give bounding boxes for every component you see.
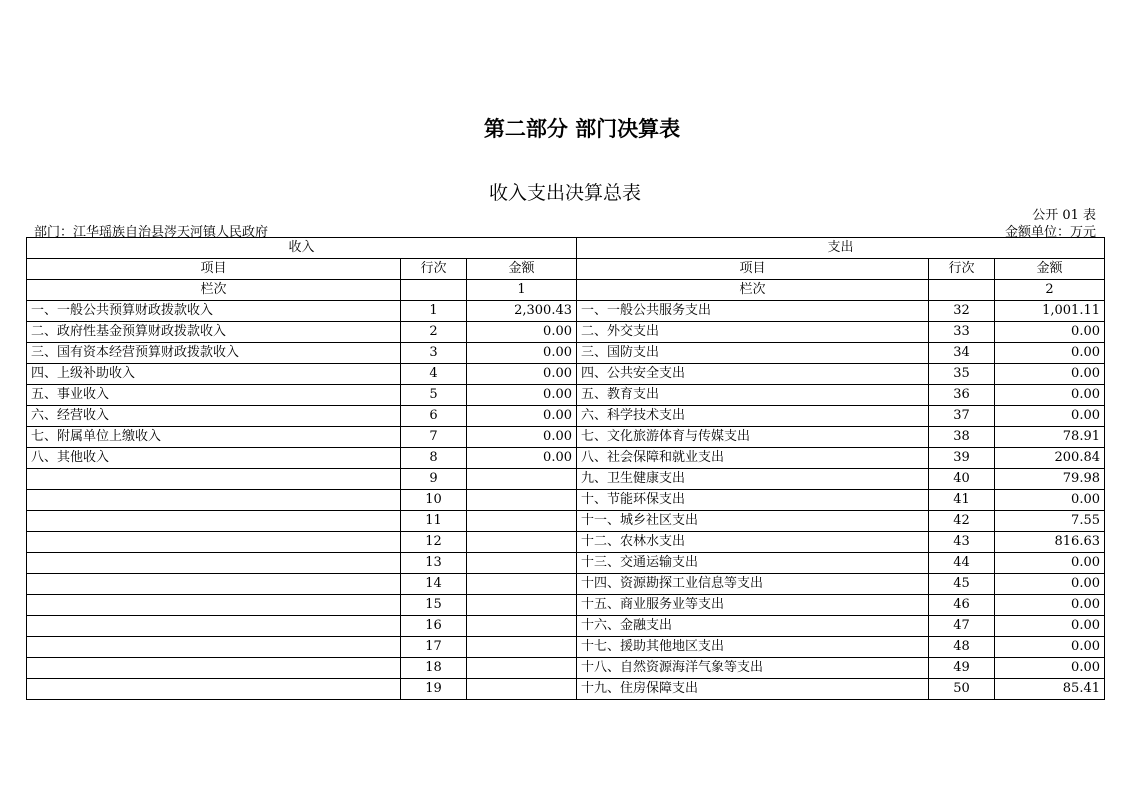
expense-item-cell: 十四、资源勘探工业信息等支出	[577, 574, 929, 595]
income-amount-cell	[467, 574, 577, 595]
expense-amount-cell: 85.41	[995, 679, 1105, 700]
expense-item-cell: 八、社会保障和就业支出	[577, 448, 929, 469]
expense-amount-cell: 79.98	[995, 469, 1105, 490]
income-header: 收入	[27, 238, 577, 259]
expense-amount-cell: 0.00	[995, 322, 1105, 343]
expense-label-cell: 栏次	[577, 280, 929, 301]
expense-item-cell: 十、节能环保支出	[577, 490, 929, 511]
expense-column-number: 2	[995, 280, 1105, 301]
expense-line-cell: 38	[929, 427, 995, 448]
income-item-cell: 四、上级补助收入	[27, 364, 401, 385]
income-line-cell: 19	[401, 679, 467, 700]
income-line-cell: 11	[401, 511, 467, 532]
expense-amount-cell: 816.63	[995, 532, 1105, 553]
amount-unit-label: 金额单位：万元	[1004, 225, 1096, 240]
budget-summary-table	[26, 237, 1105, 700]
income-line-cell: 8	[401, 448, 467, 469]
expense-header: 支出	[577, 238, 1105, 259]
income-item-cell: 八、其他收入	[27, 448, 401, 469]
table-row	[27, 679, 1105, 700]
expense-item-cell: 十七、援助其他地区支出	[577, 637, 929, 658]
table-row	[27, 322, 1105, 343]
expense-item-cell: 九、卫生健康支出	[577, 469, 929, 490]
table-row	[27, 406, 1105, 427]
expense-item-cell: 六、科学技术支出	[577, 406, 929, 427]
table-row	[27, 301, 1105, 322]
expense-line-cell: 34	[929, 343, 995, 364]
income-line-header: 行次	[401, 259, 467, 280]
table-row	[27, 364, 1105, 385]
table-row	[27, 532, 1105, 553]
expense-amount-cell: 0.00	[995, 574, 1105, 595]
expense-item-cell: 十九、住房保障支出	[577, 679, 929, 700]
expense-line-cell: 49	[929, 658, 995, 679]
income-line-cell: 17	[401, 637, 467, 658]
table-row	[27, 511, 1105, 532]
income-item-cell	[27, 532, 401, 553]
expense-amount-cell: 0.00	[995, 553, 1105, 574]
table-row	[27, 343, 1105, 364]
expense-item-cell: 二、外交支出	[577, 322, 929, 343]
income-item-header: 项目	[27, 259, 401, 280]
empty-cell	[929, 280, 995, 301]
income-item-cell: 六、经营收入	[27, 406, 401, 427]
expense-item-cell: 五、教育支出	[577, 385, 929, 406]
income-amount-cell	[467, 595, 577, 616]
expense-line-cell: 44	[929, 553, 995, 574]
expense-line-cell: 50	[929, 679, 995, 700]
table-row	[27, 574, 1105, 595]
income-amount-cell: 0.00	[467, 406, 577, 427]
column-header-row	[27, 259, 1105, 280]
table-row	[27, 595, 1105, 616]
income-line-cell: 9	[401, 469, 467, 490]
income-item-cell: 三、国有资本经营预算财政拨款收入	[27, 343, 401, 364]
income-line-cell: 15	[401, 595, 467, 616]
expense-amount-cell: 0.00	[995, 658, 1105, 679]
expense-item-header: 项目	[577, 259, 929, 280]
expense-amount-cell: 0.00	[995, 637, 1105, 658]
expense-line-cell: 32	[929, 301, 995, 322]
income-line-cell: 3	[401, 343, 467, 364]
income-line-cell: 7	[401, 427, 467, 448]
income-item-cell	[27, 658, 401, 679]
income-item-cell	[27, 574, 401, 595]
expense-line-cell: 39	[929, 448, 995, 469]
expense-item-cell: 十八、自然资源海洋气象等支出	[577, 658, 929, 679]
table-row	[27, 553, 1105, 574]
income-line-cell: 13	[401, 553, 467, 574]
income-amount-cell: 0.00	[467, 364, 577, 385]
expense-line-cell: 36	[929, 385, 995, 406]
page-title: 第二部分 部门决算表	[483, 117, 681, 141]
income-line-cell: 2	[401, 322, 467, 343]
section-header-row	[27, 238, 1105, 259]
income-item-cell: 五、事业收入	[27, 385, 401, 406]
income-line-cell: 1	[401, 301, 467, 322]
income-item-cell	[27, 469, 401, 490]
income-amount-cell	[467, 616, 577, 637]
column-number-row	[27, 280, 1105, 301]
income-amount-cell: 0.00	[467, 427, 577, 448]
expense-line-cell: 35	[929, 364, 995, 385]
income-amount-cell	[467, 553, 577, 574]
department-label: 部门：江华瑶族自治县涔天河镇人民政府	[34, 225, 269, 240]
expense-line-cell: 46	[929, 595, 995, 616]
expense-line-cell: 43	[929, 532, 995, 553]
expense-amount-cell: 0.00	[995, 385, 1105, 406]
income-amount-cell: 2,300.43	[467, 301, 577, 322]
income-line-cell: 4	[401, 364, 467, 385]
table-title: 收入支出决算总表	[488, 182, 641, 204]
income-line-cell: 16	[401, 616, 467, 637]
expense-line-cell: 45	[929, 574, 995, 595]
income-label-cell: 栏次	[27, 280, 401, 301]
income-amount-cell	[467, 469, 577, 490]
expense-amount-cell: 0.00	[995, 343, 1105, 364]
income-amount-cell	[467, 490, 577, 511]
expense-item-cell: 十六、金融支出	[577, 616, 929, 637]
income-item-cell	[27, 553, 401, 574]
expense-item-cell: 七、文化旅游体育与传媒支出	[577, 427, 929, 448]
income-item-cell	[27, 511, 401, 532]
income-item-cell: 二、政府性基金预算财政拨款收入	[27, 322, 401, 343]
income-line-cell: 6	[401, 406, 467, 427]
expense-amount-cell: 200.84	[995, 448, 1105, 469]
expense-amount-cell: 0.00	[995, 595, 1105, 616]
income-amount-cell: 0.00	[467, 448, 577, 469]
income-amount-cell	[467, 532, 577, 553]
expense-line-header: 行次	[929, 259, 995, 280]
income-amount-cell	[467, 637, 577, 658]
expense-amount-cell: 0.00	[995, 490, 1105, 511]
income-line-cell: 12	[401, 532, 467, 553]
expense-item-cell: 一、一般公共服务支出	[577, 301, 929, 322]
income-amount-cell	[467, 679, 577, 700]
income-item-cell	[27, 490, 401, 511]
income-amount-cell: 0.00	[467, 385, 577, 406]
table-row	[27, 637, 1105, 658]
table-row	[27, 616, 1105, 637]
table-row	[27, 658, 1105, 679]
expense-amount-cell: 78.91	[995, 427, 1105, 448]
income-item-cell	[27, 595, 401, 616]
expense-amount-cell: 0.00	[995, 364, 1105, 385]
expense-line-cell: 48	[929, 637, 995, 658]
expense-item-cell: 十一、城乡社区支出	[577, 511, 929, 532]
expense-item-cell: 十三、交通运输支出	[577, 553, 929, 574]
income-amount-cell: 0.00	[467, 343, 577, 364]
income-line-cell: 14	[401, 574, 467, 595]
income-line-cell: 5	[401, 385, 467, 406]
income-item-cell	[27, 679, 401, 700]
expense-amount-cell: 7.55	[995, 511, 1105, 532]
income-column-number: 1	[467, 280, 577, 301]
expense-item-cell: 四、公共安全支出	[577, 364, 929, 385]
income-line-cell: 18	[401, 658, 467, 679]
expense-line-cell: 40	[929, 469, 995, 490]
table-row	[27, 427, 1105, 448]
income-item-cell	[27, 616, 401, 637]
expense-amount-cell: 1,001.11	[995, 301, 1105, 322]
expense-amount-header: 金额	[995, 259, 1105, 280]
income-item-cell: 七、附属单位上缴收入	[27, 427, 401, 448]
expense-line-cell: 42	[929, 511, 995, 532]
expense-item-cell: 十二、农林水支出	[577, 532, 929, 553]
table-row	[27, 490, 1105, 511]
income-amount-header: 金额	[467, 259, 577, 280]
income-line-cell: 10	[401, 490, 467, 511]
expense-item-cell: 三、国防支出	[577, 343, 929, 364]
table-row	[27, 469, 1105, 490]
empty-cell	[401, 280, 467, 301]
expense-line-cell: 33	[929, 322, 995, 343]
table-row	[27, 448, 1105, 469]
form-number: 公开 01 表	[1032, 208, 1096, 223]
income-amount-cell	[467, 658, 577, 679]
income-item-cell: 一、一般公共预算财政拨款收入	[27, 301, 401, 322]
table-row	[27, 385, 1105, 406]
expense-item-cell: 十五、商业服务业等支出	[577, 595, 929, 616]
expense-amount-cell: 0.00	[995, 616, 1105, 637]
income-amount-cell: 0.00	[467, 322, 577, 343]
expense-line-cell: 41	[929, 490, 995, 511]
expense-line-cell: 37	[929, 406, 995, 427]
income-item-cell	[27, 637, 401, 658]
expense-line-cell: 47	[929, 616, 995, 637]
expense-amount-cell: 0.00	[995, 406, 1105, 427]
income-amount-cell	[467, 511, 577, 532]
